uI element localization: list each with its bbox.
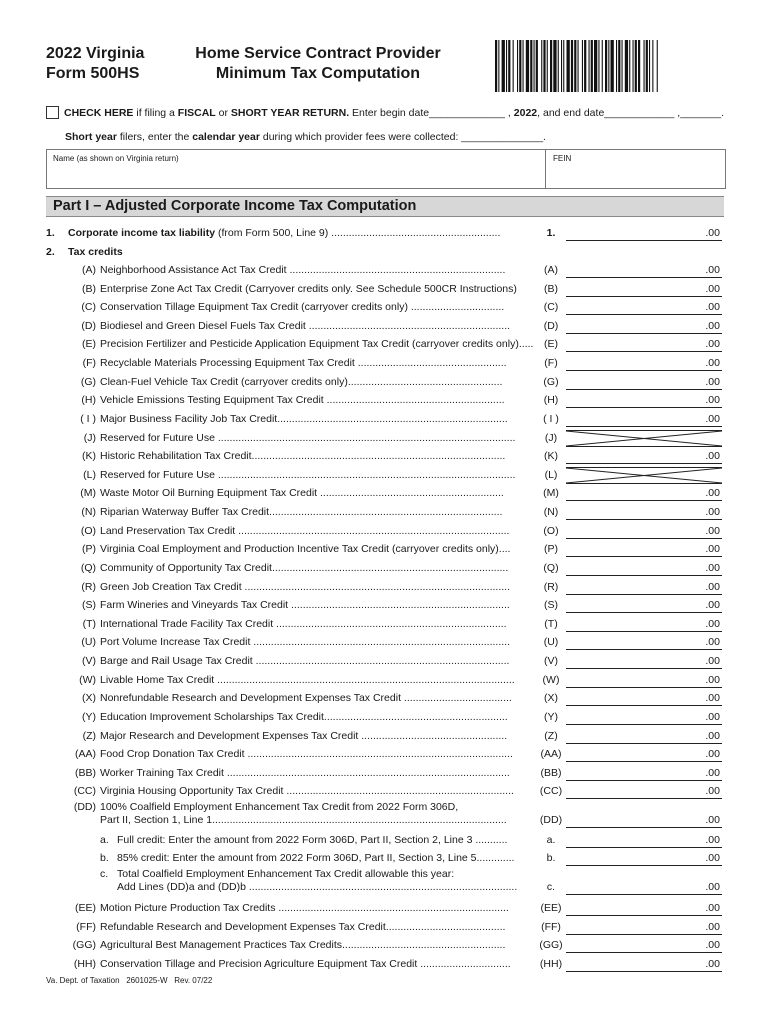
credit-line-label: (Z): [544, 729, 558, 742]
check-here-label: CHECK HERE: [64, 106, 134, 119]
credit-row: [0, 336, 770, 354]
barcode-bar: [638, 40, 640, 92]
credit-code: (R): [81, 580, 96, 593]
credit-code: (P): [82, 543, 96, 556]
credit-row: [0, 597, 770, 615]
credit-code: (D): [81, 319, 96, 332]
credit-line-label: (D): [543, 319, 559, 332]
barcode-bar: [605, 40, 607, 92]
barcode-bar: [584, 40, 586, 92]
barcode-bar: [657, 40, 658, 92]
credit-description: Clean-Fuel Vehicle Tax Credit (carryover credits only).....................................................: [100, 375, 503, 388]
barcode-bar: [508, 40, 510, 92]
barcode-bar: [541, 40, 542, 92]
credit-row: [0, 560, 770, 578]
credit-line-label: (K): [544, 450, 558, 463]
credit-description: Farm Wineries and Vineyards Tax Credit ...........................................................................: [100, 599, 510, 612]
credit-code: (C): [81, 301, 96, 314]
credit-amount: .00: [705, 599, 720, 612]
credit-line-label: (T): [544, 617, 558, 630]
credit-amount: .00: [705, 617, 720, 630]
credit-description: Reserved for Future Use ......................................................................................................: [100, 468, 516, 481]
crossed-out-field: [566, 467, 722, 484]
begin-date-field[interactable]: Enter begin date_____________ ,: [349, 106, 514, 119]
credit-code: ( I ): [80, 412, 96, 425]
barcode-bar: [629, 40, 630, 92]
credit-row-dd-a: a. Full credit: Enter the amount from 2022 Form 306D, Part II, Section 2, Line 3 ........... a. .00: [100, 834, 720, 846]
credit-code: (Y): [82, 710, 96, 723]
credit-description: Recyclable Materials Processing Equipment Tax Credit ...................................................: [100, 357, 507, 370]
credit-code: (Z): [82, 729, 96, 742]
credit-line-label: (F): [544, 357, 558, 370]
credit-code: (K): [82, 450, 96, 463]
credit-amount: .00: [705, 282, 720, 295]
credit-description: Worker Training Tax Credit .................................................................................................: [100, 766, 510, 779]
credit-description: Conservation Tillage Equipment Tax Credit (carryover credits only) ................................: [100, 301, 505, 314]
barcode-bar: [498, 40, 499, 92]
credit-code: (FF): [76, 920, 96, 933]
credit-amount: .00: [705, 958, 720, 971]
credit-code: (F): [82, 357, 96, 370]
credit-row: [0, 299, 770, 317]
barcode-bar: [561, 40, 562, 92]
form-title-line1: Home Service Contract Provider: [195, 45, 441, 62]
barcode-bar: [618, 40, 620, 92]
barcode-bar: [598, 40, 599, 92]
credit-code: (GG): [72, 939, 96, 952]
credit-code: (EE): [75, 902, 96, 914]
credit-description: Reserved for Future Use ......................................................................................................: [100, 431, 516, 444]
credit-line-label: (Q): [543, 561, 559, 574]
credit-code: (S): [82, 599, 96, 612]
form-identifier: [46, 44, 144, 84]
credit-description: Land Preservation Tax Credit .............................................................................................: [100, 524, 510, 537]
barcode-bar: [616, 40, 617, 92]
credit-description: Nonrefundable Research and Development Expenses Tax Credit .....................................: [100, 692, 512, 705]
barcode-bar: [622, 40, 623, 92]
credit-line-label: (E): [544, 338, 558, 351]
name-input[interactable]: [47, 150, 545, 188]
credit-amount: .00: [705, 636, 720, 649]
credit-row: [0, 937, 770, 955]
line1-number: 1.: [46, 227, 55, 239]
credit-description: Livable Home Tax Credit ......................................................................................................: [100, 673, 515, 686]
barcode-bar: [625, 40, 628, 92]
credit-amount: .00: [705, 655, 720, 668]
credit-row: [0, 919, 770, 937]
credit-line-label: (X): [544, 692, 558, 705]
credit-code: (U): [81, 636, 96, 649]
credit-description: Major Research and Development Expenses Tax Credit ..................................................: [100, 729, 508, 742]
line1-label: Corporate income tax liability: [68, 227, 216, 239]
barcode-bar: [649, 40, 650, 92]
credit-description: Education Improvement Scholarships Tax Credit...............................................................: [100, 710, 508, 723]
credit-row: [0, 709, 770, 727]
credit-description: Green Job Creation Tax Credit ...........................................................................................: [100, 580, 511, 593]
credit-row: [0, 318, 770, 336]
credit-code: (B): [82, 282, 96, 295]
credit-row-dd: (DD) 100% Coalfield Employment Enhancement Tax Credit from 2022 Form 306D, Part II, Section 1, Line 1..................................................................................................... (DD) .00: [73, 801, 720, 826]
barcode-bar: [644, 40, 645, 92]
credit-amount: .00: [705, 264, 720, 276]
credit-line-label: (O): [543, 524, 559, 537]
credit-row: [0, 956, 770, 974]
credit-line-label: (C): [543, 301, 559, 314]
barcode-bar: [536, 40, 538, 92]
barcode-bar: [553, 40, 556, 92]
barcode-bar: [611, 40, 614, 92]
barcode-bar: [517, 40, 518, 92]
line2-label: Tax credits: [68, 246, 123, 258]
barcode-bar: [513, 40, 514, 92]
credit-line-label: (R): [543, 580, 559, 593]
credit-code: (J): [83, 431, 96, 444]
form-year: 2022 Virginia: [46, 45, 145, 62]
credit-row-dd-b: b. 85% credit: Enter the amount from 2022 Form 306D, Part II, Section 3, Line 5............. b. .00: [100, 852, 720, 864]
barcode-bar: [635, 40, 637, 92]
credit-line-label: (H): [543, 394, 559, 407]
credit-row: [0, 430, 770, 448]
credit-line-label: (U): [543, 636, 559, 649]
credit-amount: .00: [705, 939, 720, 952]
credit-amount: .00: [705, 524, 720, 537]
credit-amount: .00: [705, 710, 720, 723]
credit-row: [0, 765, 770, 783]
credit-row: [0, 281, 770, 299]
credit-code: (G): [80, 375, 96, 388]
barcode-bar: [578, 40, 579, 92]
credit-row: [0, 467, 770, 485]
fiscal-year-checkbox[interactable]: [46, 106, 59, 119]
barcode-bar: [571, 40, 573, 92]
credit-row: [0, 900, 770, 918]
credit-line-label: (B): [544, 282, 558, 295]
credit-description: Conservation Tillage and Precision Agriculture Equipment Tax Credit ...............................: [100, 958, 511, 971]
barcode-bar: [523, 40, 524, 92]
credit-row: [0, 690, 770, 708]
end-date-field[interactable]: , and end date____________ ,_______.: [537, 106, 724, 119]
credit-code: (X): [82, 692, 96, 705]
credit-line-label: (CC): [539, 785, 563, 798]
credit-amount: .00: [705, 487, 720, 500]
credit-row: [0, 728, 770, 746]
credit-row: [0, 355, 770, 373]
line2-number: 2.: [46, 246, 55, 258]
credit-amount: .00: [705, 673, 720, 686]
part1-title: Part I – Adjusted Corporate Income Tax Computation: [53, 198, 417, 214]
credit-code: (H): [81, 394, 96, 407]
barcode-bar: [589, 40, 590, 92]
barcode-bar: [652, 40, 653, 92]
credit-description: Barge and Rail Usage Tax Credit .......................................................................................: [100, 655, 510, 668]
credit-line-label: (Y): [544, 710, 558, 723]
form-name: Form 500HS: [46, 65, 140, 82]
credit-row: [0, 504, 770, 522]
barcode-bar: [519, 40, 521, 92]
credit-line-label: (V): [544, 655, 558, 668]
credit-description: Historic Rehabilitation Tax Credit.......................................................................................: [100, 450, 506, 463]
credit-row: [0, 411, 770, 429]
credit-row: [0, 672, 770, 690]
barcode-bar: [550, 40, 552, 92]
credit-code: (A): [82, 264, 96, 276]
credit-amount: .00: [705, 506, 720, 519]
barcode-bar: [594, 40, 597, 92]
credit-line-label: (J): [544, 431, 558, 444]
barcode-bar: [547, 40, 548, 92]
credit-amount: .00: [705, 375, 720, 388]
credit-amount: .00: [705, 338, 720, 351]
credit-description: Community of Opportunity Tax Credit.................................................................................: [100, 561, 509, 574]
credit-amount: .00: [705, 785, 720, 798]
credit-row: [0, 616, 770, 634]
credit-code: (W): [79, 673, 96, 686]
credit-line-label: (P): [544, 543, 558, 556]
fiscal-year-row: CHECK HERE if filing a FISCAL or SHORT YEAR RETURN. Enter begin date_____________ , 2022 , and end date____________ ,_______.: [46, 106, 724, 119]
barcode-bar: [563, 40, 564, 92]
line1-row: 1. Corporate income tax liability (from Form 500, Line 9) .......................................................... 1. .00: [46, 227, 720, 239]
line1-amount: .00: [705, 227, 720, 239]
credit-code: (AA): [75, 748, 96, 761]
credit-row: [0, 746, 770, 764]
credit-amount: .00: [705, 692, 720, 705]
credit-code: (CC): [73, 785, 96, 798]
credit-amount: .00: [705, 561, 720, 574]
credit-description: Precision Fertilizer and Pesticide Application Equipment Tax Credit (carryover credits only).....: [100, 338, 534, 351]
credit-description: Waste Motor Oil Burning Equipment Tax Credit ...............................................................: [100, 487, 504, 500]
credit-description: Enterprise Zone Act Tax Credit (Carryover credits only. See Schedule 500CR Instructions): [100, 282, 517, 295]
form-title: [178, 44, 458, 84]
credit-row-dd-c: c. Total Coalfield Employment Enhancement Tax Credit allowable this year: Add Lines (DD)a and (DD)b ............................................................................................ c. .00: [100, 868, 720, 893]
barcode-bar: [543, 40, 545, 92]
credit-amount: .00: [705, 580, 720, 593]
barcode-bar: [534, 40, 535, 92]
credit-amount: .00: [705, 301, 720, 314]
credit-line-label: (N): [543, 506, 559, 519]
credit-row: [0, 523, 770, 541]
barcode-bar: [602, 40, 603, 92]
credit-code: (T): [82, 617, 96, 630]
credit-row: [0, 262, 770, 280]
credit-line-label: ( I ): [543, 412, 559, 425]
credit-amount: .00: [705, 766, 720, 779]
credit-description: Biodiesel and Green Diesel Fuels Tax Credit .....................................................................: [100, 319, 511, 332]
credit-amount: .00: [705, 902, 720, 914]
credit-amount: .00: [705, 412, 720, 425]
credit-line-label: (G): [543, 375, 559, 388]
credit-row: [0, 579, 770, 597]
credit-description: Virginia Housing Opportunity Tax Credit ..............................................................................: [100, 785, 514, 798]
credit-code: (BB): [75, 766, 96, 779]
barcode-bar: [530, 40, 532, 92]
barcode-bar: [526, 40, 529, 92]
credit-amount: .00: [705, 450, 720, 463]
barcode-bar: [574, 40, 576, 92]
credit-line-label: (EE): [540, 902, 562, 914]
credit-code: (V): [82, 655, 96, 668]
credit-row: [0, 485, 770, 503]
credit-line-label: (GG): [539, 939, 563, 952]
credit-line-label: (AA): [540, 748, 562, 761]
name-field-label: Name (as shown on Virginia return): [53, 154, 179, 163]
credit-description: International Trade Facility Tax Credit ...............................................................................: [100, 617, 507, 630]
barcode-bar: [558, 40, 559, 92]
credit-description: Port Volume Increase Tax Credit ........................................................................................: [100, 636, 511, 649]
barcode-image: [495, 40, 727, 92]
credit-description: Major Business Facility Job Tax Credit...............................................................................: [100, 412, 508, 425]
credit-description: Refundable Research and Development Expenses Tax Credit.........................................: [100, 920, 506, 933]
barcode-bar: [582, 40, 583, 92]
short-year-row: Short year filers, enter the calendar year during which provider fees were collected: ______________.: [65, 131, 546, 143]
barcode-bar: [608, 40, 609, 92]
credit-code: (M): [80, 487, 96, 500]
credit-code: (HH): [73, 958, 96, 971]
credit-row: [0, 374, 770, 392]
credit-row: [0, 541, 770, 559]
credit-amount: .00: [705, 748, 720, 761]
credit-description: Food Crop Donation Tax Credit ...........................................................................................: [100, 748, 513, 761]
barcode-bar: [495, 40, 497, 92]
credit-amount: .00: [705, 543, 720, 556]
credit-amount: .00: [705, 729, 720, 742]
credit-row: [0, 392, 770, 410]
credit-row: [0, 448, 770, 466]
credit-description: Riparian Waterway Buffer Tax Credit................................................................................: [100, 506, 503, 519]
fein-field-label: FEIN: [553, 154, 572, 163]
credit-line-label: (BB): [540, 766, 562, 779]
barcode-bar: [646, 40, 648, 92]
credit-line-label: (S): [544, 599, 558, 612]
credit-line-label: (A): [544, 264, 558, 276]
credit-description: Motion Picture Production Tax Credits ...............................................................................: [100, 902, 509, 914]
credit-line-label: (M): [543, 487, 559, 500]
credit-code: (Q): [80, 561, 96, 574]
credit-line-label: (HH): [539, 958, 563, 971]
line2-row: [0, 244, 770, 262]
form-footer: Va. Dept. of Taxation 2601025-W Rev. 07/22: [46, 976, 213, 985]
barcode-bar: [591, 40, 593, 92]
credit-code: (E): [82, 338, 96, 351]
credit-amount: .00: [705, 319, 720, 332]
credit-description: Vehicle Emissions Testing Equipment Tax Credit .............................................................: [100, 394, 505, 407]
part1-header: [46, 196, 724, 217]
credit-line-label: (FF): [541, 920, 561, 933]
credit-code: (L): [83, 468, 96, 481]
barcode-bar: [506, 40, 507, 92]
credit-line-label: (L): [544, 468, 558, 481]
barcode-bar: [502, 40, 505, 92]
credit-description: Agricultural Best Management Practices Tax Credits........................................................: [100, 939, 506, 952]
credit-line-label: (W): [542, 673, 560, 686]
barcode-bar: [567, 40, 570, 92]
crossed-out-field: [566, 430, 722, 447]
form-title-line2: Minimum Tax Computation: [215, 65, 421, 82]
fein-input[interactable]: [546, 150, 725, 188]
credit-code: (O): [80, 524, 96, 537]
credit-description: Virginia Coal Employment and Production Incentive Tax Credit (carryover credits only)....: [100, 543, 511, 556]
credit-row: [0, 653, 770, 671]
credit-row: [0, 634, 770, 652]
credit-amount: .00: [705, 394, 720, 407]
credit-description: Neighborhood Assistance Act Tax Credit ..........................................................................: [100, 264, 506, 276]
name-fein-box: [46, 149, 726, 189]
credit-amount: .00: [705, 357, 720, 370]
credit-amount: .00: [705, 920, 720, 933]
calendar-year-field[interactable]: during which provider fees were collected: ______________.: [259, 131, 546, 143]
barcode-bar: [633, 40, 634, 92]
credit-code: (N): [81, 506, 96, 519]
